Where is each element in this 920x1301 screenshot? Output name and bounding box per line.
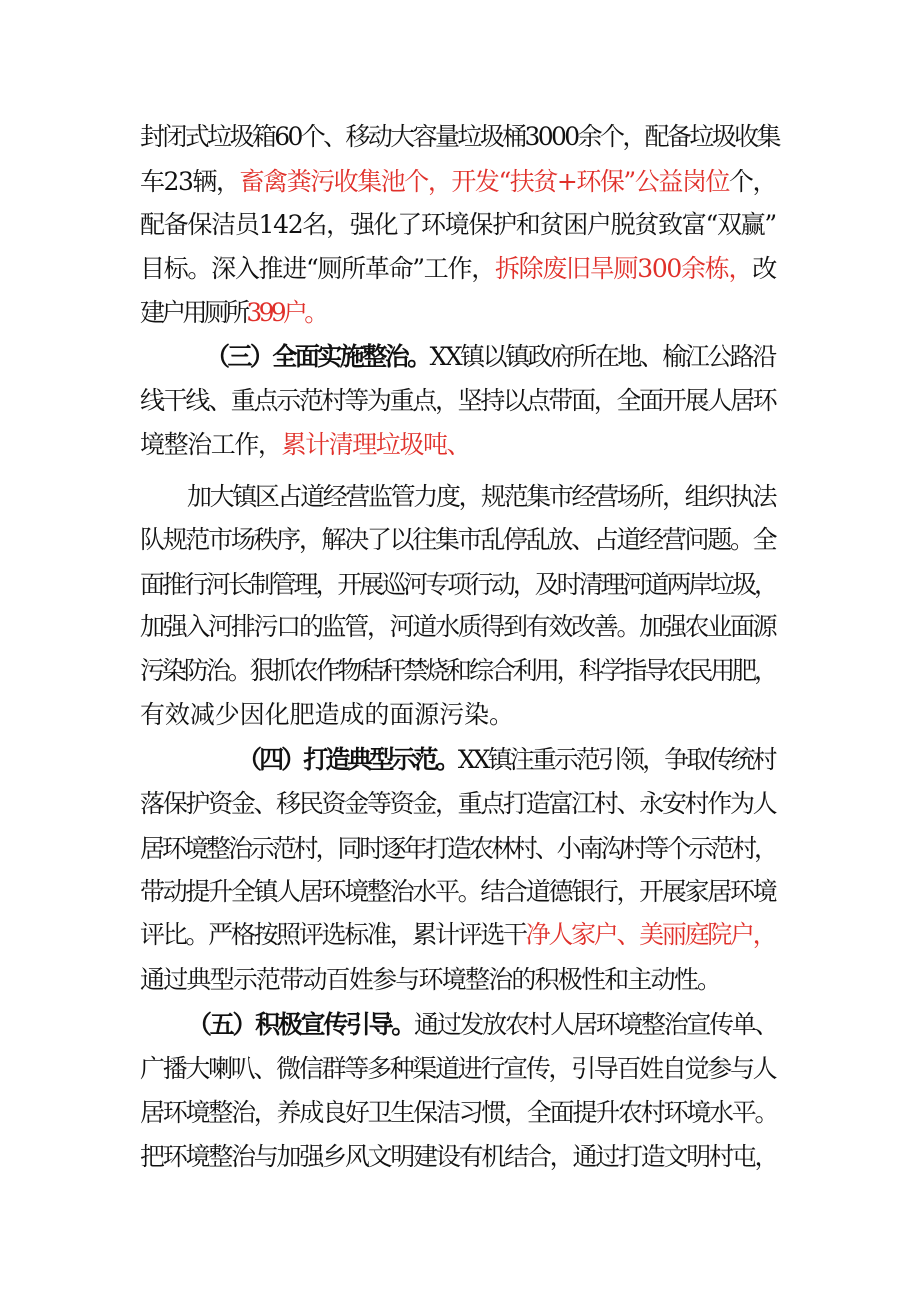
- section-heading: （五）积极宣传引导。: [187, 1010, 415, 1039]
- text-line: [140, 120, 779, 154]
- text-line: [140, 428, 470, 462]
- text-line: [187, 480, 775, 514]
- text-line: [140, 918, 775, 952]
- text-line: [140, 384, 775, 418]
- text-line: [140, 1052, 775, 1086]
- text-line: [140, 165, 776, 199]
- text-run: 污染防治。狠抓农作物秸秆禁烧和综合利用，科学指导农民用肥，: [140, 656, 776, 685]
- text-run: 车23辆，: [140, 167, 240, 196]
- text-run: 居环境整治，养成良好卫生保洁习惯，全面提升农村环境水平。: [140, 1098, 778, 1127]
- text-run: 队规范市场秩序，解决了以往集市乱停乱放、占道经营问题。全: [140, 525, 776, 554]
- text-run: 境整治工作，: [140, 430, 282, 459]
- text-run: 居环境整治示范村，同时逐年打造农林村、小南沟村等个示范村，: [140, 834, 776, 863]
- text-run: 目标。深入推进“厕所革命”工作，: [140, 254, 495, 283]
- text-run: 通过典型示范带动百姓参与环境整治的积极性和主动性。: [140, 965, 721, 994]
- text-run: 广播大喇叭、微信群等多种渠道进行宣传，引导百姓自觉参与人: [140, 1054, 776, 1083]
- text-line: [187, 1008, 777, 1042]
- text-line: [140, 875, 775, 909]
- text-line: [140, 963, 720, 997]
- text-run: XX镇以镇政府所在地、榆江公路沿: [429, 342, 775, 371]
- text-line: [140, 787, 775, 821]
- text-run: 配备保洁员142名，强化了环境保护和贫困户脱贫致富“双赢”: [140, 210, 776, 239]
- text-line: [140, 568, 776, 602]
- text-line: [140, 296, 326, 330]
- text-run: 面推行河长制管理，开展巡河专项行动，及时清理河道两岸垃圾，: [140, 570, 776, 599]
- text-line: [140, 523, 775, 557]
- text-run: 个，: [728, 167, 777, 196]
- text-line: [205, 340, 775, 374]
- text-run: 带动提升全镇人居环境整治水平。结合道德银行，开展家居环境: [140, 877, 776, 906]
- highlighted-text: 畜禽粪污收集池个，开发“扶贫+环保”公益岗位: [239, 167, 729, 196]
- text-run: XX镇注重示范引领，争取传统村: [457, 745, 775, 774]
- highlighted-text: 399户。: [246, 298, 326, 327]
- text-run: 封闭式垃圾箱60个、移动大容量垃圾桶3000余个，配备垃圾收集: [140, 122, 779, 151]
- text-run: 通过发放农村人居环境整治宣传单、: [414, 1010, 778, 1039]
- text-line: [140, 832, 776, 866]
- highlighted-text: 拆除废旧旱厕300余栋，: [494, 254, 753, 283]
- text-line: [140, 1140, 777, 1174]
- text-run: 评比。严格按照评选标准，累计评选干: [140, 920, 526, 949]
- text-line: [140, 208, 776, 242]
- highlighted-text: 净人家户、美丽庭院户，: [525, 920, 776, 949]
- text-run: 把环境整治与加强乡风文明建设有机结合，通过打造文明村屯，: [140, 1142, 778, 1171]
- text-run: 落保护资金、移民资金等资金，重点打造富江村、永安村作为人: [140, 789, 776, 818]
- highlighted-text: 累计清理垃圾吨、: [281, 430, 471, 459]
- text-line: [140, 252, 776, 286]
- text-line: [237, 743, 775, 777]
- text-run: 建户用厕所: [140, 298, 247, 327]
- text-run: 线干线、重点示范村等为重点，坚持以点带面，全面开展人居环: [140, 386, 776, 415]
- text-line: [140, 654, 776, 688]
- text-line: [140, 698, 514, 732]
- text-run: 加强入河排污口的监管，河道水质得到有效改善。加强农业面源: [140, 612, 776, 641]
- text-run: 加大镇区占道经营监管力度，规范集市经营场所，组织执法: [187, 482, 776, 511]
- section-heading: （四）打造典型示范。: [237, 745, 458, 774]
- text-line: [140, 1096, 777, 1130]
- text-run: 有效减少因化肥造成的面源污染。: [140, 700, 514, 729]
- text-run: 改: [752, 254, 776, 283]
- section-heading: （三）全面实施整治。: [205, 342, 430, 371]
- text-line: [140, 610, 775, 644]
